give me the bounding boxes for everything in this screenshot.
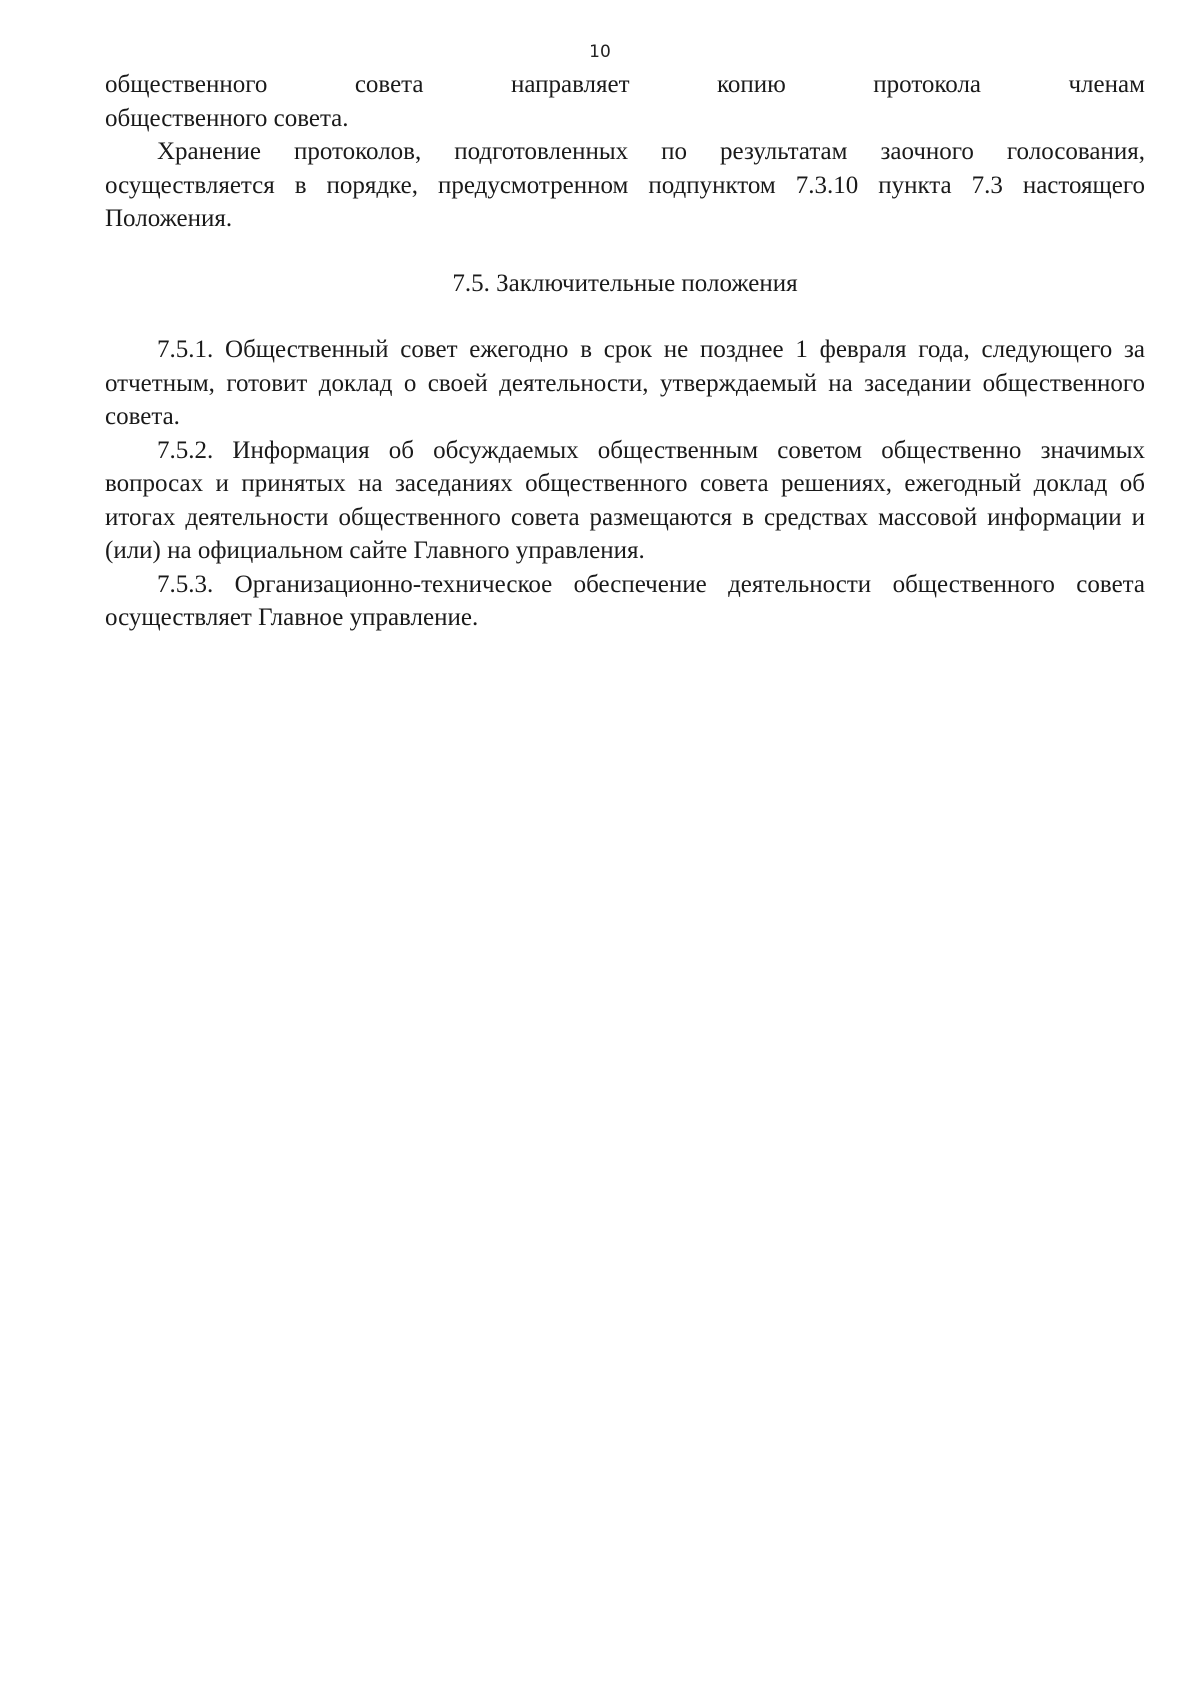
paragraph-7-5-3: 7.5.3. Организационно-техническое обеспечение деятельности общественного совета осуществляет Главное управление. — [105, 570, 1145, 631]
word: общественного — [105, 71, 268, 98]
document-body — [105, 68, 1145, 635]
word: совета — [354, 71, 424, 98]
section-title: 7.5. Заключительные положения — [452, 269, 798, 297]
storage-paragraph: Хранение протоколов, подготовленных по результатам заочного голосования, осуществляется в порядке, предусмотренном подпунктом 7.3.10 пункта 7.3 настоящего Положения. — [105, 138, 1145, 232]
word: членам — [1068, 71, 1145, 98]
paragraph-7-5-1: 7.5.1. Общественный совет ежегодно в срок не позднее 1 февраля года, следующего за отчетным, готовит доклад о своей деятельности, утверждаемый на заседании общественного совета. — [105, 336, 1145, 430]
word: копию — [717, 71, 786, 98]
paragraph-7-5-2: 7.5.2. Информация об обсуждаемых общественным советом общественно значимых вопросах и принятых на заседаниях общественного совета решениях, ежегодный доклад об итогах деятельности общественного совета размещаются в средствах массовой информации и (или) на официальном сайте Главного управления. — [105, 436, 1145, 564]
page-number: 10 — [589, 42, 611, 62]
continued-text-end: общественного совета. — [105, 104, 349, 132]
word: направляет — [510, 71, 630, 98]
word: протокола — [873, 71, 982, 98]
continued-text-line — [105, 68, 1145, 102]
